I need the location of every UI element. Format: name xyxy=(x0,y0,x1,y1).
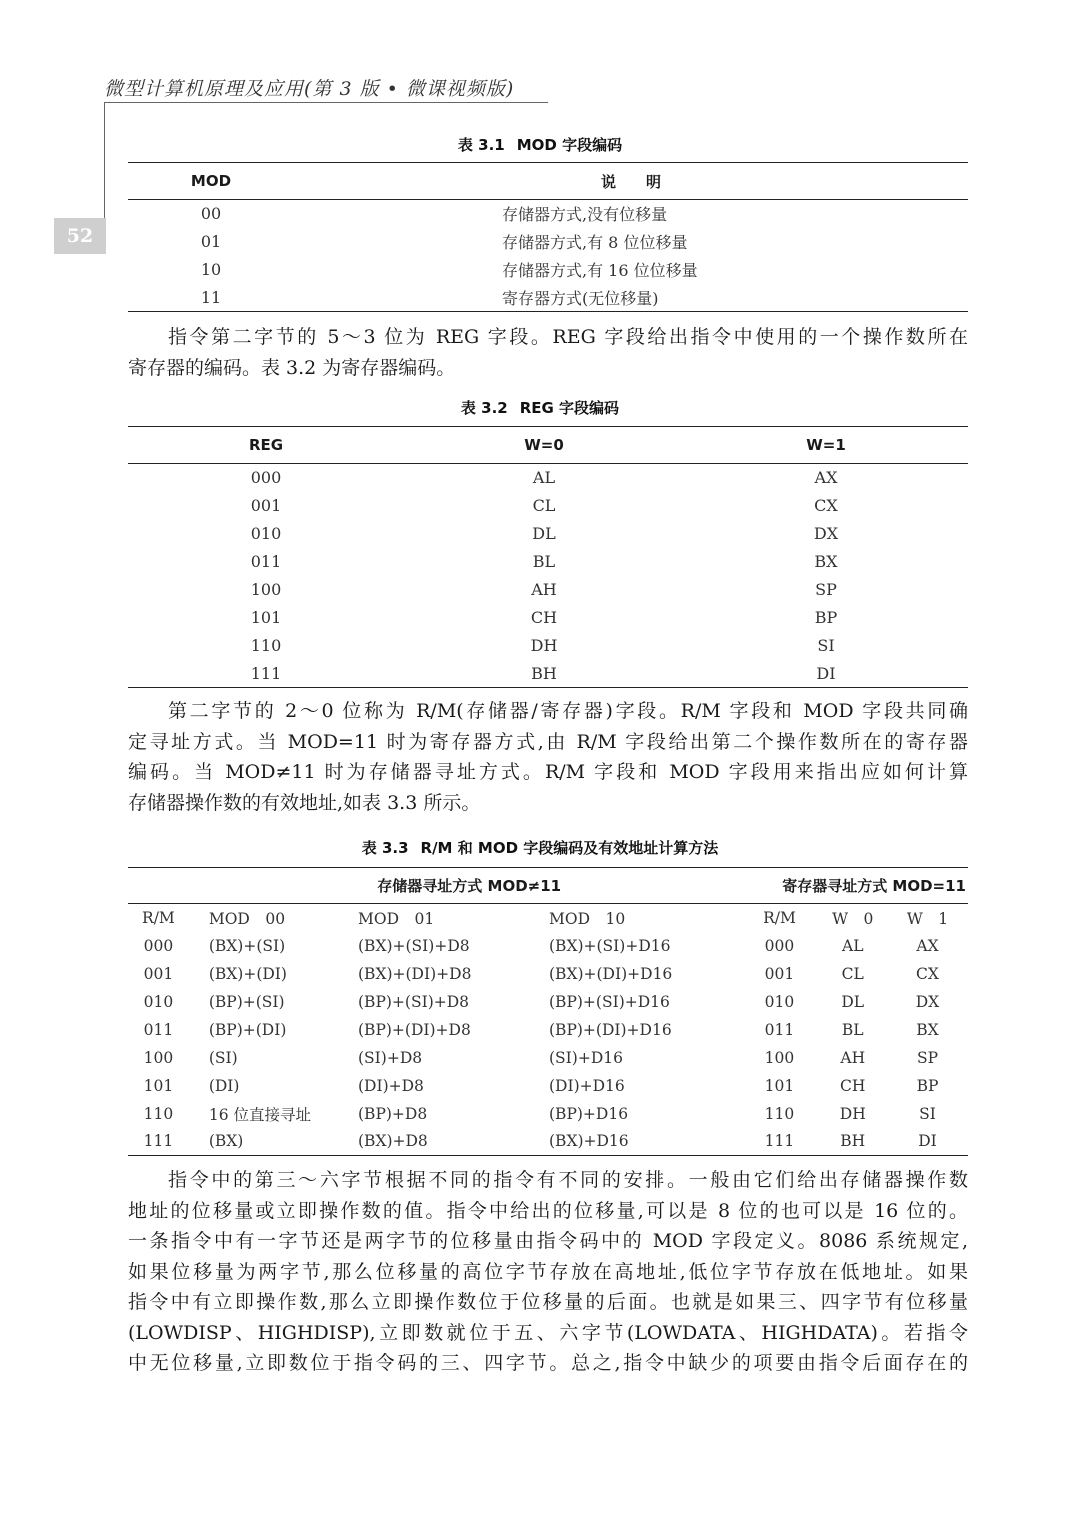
table-cell: SP xyxy=(916,1048,939,1067)
mod-field-table xyxy=(128,162,968,312)
table-cell: 011 xyxy=(143,1020,174,1039)
table-caption xyxy=(0,837,1080,858)
table-row xyxy=(128,932,968,960)
text-line: 中无位移量,立即数位于指令码的三、四字节。总之,指令中缺少的项要由指令后面存在的 xyxy=(128,1352,968,1374)
table-cell: BX xyxy=(814,552,838,571)
table-row xyxy=(128,660,968,688)
table-title: REG 字段编码 xyxy=(519,399,620,417)
table-cell: SI xyxy=(919,1104,936,1123)
text-line: 指令中的第三～六字节根据不同的指令有不同的安排。一般由它们给出存储器操作数 xyxy=(168,1169,968,1191)
table-cell: (BP)+(DI)+D16 xyxy=(549,1020,672,1039)
table-cell: (BX)+D16 xyxy=(549,1132,629,1151)
table-cell: 存储器方式,有 16 位位移量 xyxy=(502,261,698,280)
table-cell: CX xyxy=(916,964,939,983)
table-cell: DI xyxy=(918,1132,937,1151)
text-line: 寄存器的编码。表 3.2 为寄存器编码。 xyxy=(128,356,456,379)
table-body xyxy=(128,932,968,1156)
table-cell: BX xyxy=(916,1020,939,1039)
table-cell: BP xyxy=(916,1076,939,1095)
column-header: MOD xyxy=(190,172,232,190)
text-line: 指令中有立即操作数,那么立即操作数位于位移量的后面。也就是如果三、四字节有位移量 xyxy=(128,1291,968,1313)
reg-field-table xyxy=(128,426,968,688)
table-cell: BL xyxy=(532,552,556,571)
table-cell: (BX)+(DI)+D16 xyxy=(549,964,673,983)
header-rule xyxy=(104,102,548,103)
table-cell: CL xyxy=(532,496,556,515)
book-title: 微型计算机原理及应用(第 3 版 • 微课视频版) xyxy=(104,78,515,100)
table-cell: 011 xyxy=(250,552,282,571)
table-cell: 110 xyxy=(143,1104,174,1123)
rm-mod-table xyxy=(128,867,968,1156)
column-header: REG xyxy=(248,436,284,454)
table-title: R/M 和 MOD 字段编码及有效地址计算方法 xyxy=(420,839,719,857)
table-cell: (BX)+(DI) xyxy=(208,964,287,983)
text-line: 定寻址方式。当 MOD=11 时为寄存器方式,由 R/M 字段给出第二个操作数所在的寄存器 xyxy=(128,730,968,753)
table-cell: CX xyxy=(814,496,838,515)
table-caption xyxy=(0,134,1080,155)
table-row xyxy=(128,492,968,520)
table-cell: 01 xyxy=(200,232,222,251)
table-cell: (BP)+(DI)+D8 xyxy=(358,1020,471,1039)
table-cell: 100 xyxy=(764,1048,795,1067)
table-cell: 111 xyxy=(250,663,282,683)
group-header: 存储器寻址方式 MOD≠11 xyxy=(377,877,562,895)
table-label: 表 3.1 xyxy=(457,136,505,154)
table-cell: (BX)+D8 xyxy=(358,1132,428,1151)
table-cell: 100 xyxy=(143,1048,174,1067)
table-cell: DL xyxy=(841,992,865,1011)
table-cell: 100 xyxy=(250,580,282,599)
table-cell: 010 xyxy=(143,992,174,1011)
table-cell: (BX)+(SI)+D8 xyxy=(358,936,470,955)
table-row xyxy=(128,284,968,312)
text-line: 如果位移量为两字节,那么位移量的高位字节存放在高地址,低位字节存放在低地址。如果 xyxy=(128,1260,968,1283)
table-body xyxy=(128,200,968,312)
column-header: 说 明 xyxy=(600,172,661,191)
table-cell: 101 xyxy=(143,1076,174,1095)
table-row xyxy=(128,988,968,1016)
table-cell: 000 xyxy=(143,936,174,955)
table-cell: (SI)+D8 xyxy=(358,1048,423,1067)
table-cell: 011 xyxy=(764,1020,795,1039)
table-cell: DH xyxy=(530,636,558,655)
table-cell: 110 xyxy=(250,636,282,655)
table-cell: CL xyxy=(841,964,864,983)
table-cell: 010 xyxy=(764,992,795,1011)
table-cell: 000 xyxy=(764,936,795,955)
table-cell: 110 xyxy=(764,1104,795,1123)
table-cell: (BP)+(DI) xyxy=(208,1020,287,1039)
table-caption xyxy=(0,397,1080,418)
table-cell: (DI) xyxy=(208,1076,240,1095)
table-cell: 00 xyxy=(200,204,222,224)
column-header: MOD 01 xyxy=(358,909,435,928)
table-title: MOD 字段编码 xyxy=(516,136,623,154)
table-cell: (BP)+(SI)+D8 xyxy=(358,992,470,1011)
table-row xyxy=(128,228,968,256)
column-header: W=0 xyxy=(524,436,564,454)
table-cell: 001 xyxy=(250,496,282,515)
table-cell: AX xyxy=(814,468,838,488)
table-row xyxy=(128,548,968,576)
table-cell: (BP)+(SI) xyxy=(208,992,285,1011)
table-cell: (DI)+D8 xyxy=(358,1076,424,1095)
table-cell: DH xyxy=(839,1104,866,1123)
table-cell: 101 xyxy=(764,1076,795,1095)
column-header: W=1 xyxy=(806,436,846,454)
table-cell: (BP)+D16 xyxy=(549,1104,629,1123)
table-cell: (BX)+(SI) xyxy=(208,936,286,955)
paragraph xyxy=(128,696,968,818)
paragraph xyxy=(128,1165,968,1379)
text-line: 存储器操作数的有效地址,如表 3.3 所示。 xyxy=(128,791,481,814)
column-header: W 1 xyxy=(906,909,949,928)
table-cell: SI xyxy=(817,636,835,655)
table-row xyxy=(128,576,968,604)
text-line: 指令第二字节的 5～3 位为 REG 字段。REG 字段给出指令中使用的一个操作数所在 xyxy=(168,326,968,348)
table-cell: 001 xyxy=(764,964,795,983)
table-cell: DX xyxy=(813,524,839,543)
sub-header-row xyxy=(128,904,968,932)
table-row xyxy=(128,960,968,988)
table-cell: (BX)+(DI)+D8 xyxy=(358,964,472,983)
table-cell: BP xyxy=(814,608,838,627)
table-cell: BH xyxy=(840,1132,866,1151)
table-row xyxy=(128,632,968,660)
header-side-rule xyxy=(104,102,105,222)
group-header: 寄存器寻址方式 MOD=11 xyxy=(782,877,966,895)
column-header: W 0 xyxy=(832,909,874,928)
column-header: MOD 10 xyxy=(549,909,626,928)
page-number: 52 xyxy=(54,218,106,254)
table-row xyxy=(128,1100,968,1128)
table-row xyxy=(128,1128,968,1156)
table-row xyxy=(128,1016,968,1044)
table-row xyxy=(128,520,968,548)
text-line: 第二字节的 2～0 位称为 R/M(存储器/寄存器)字段。R/M 字段和 MOD 字段共同确 xyxy=(168,700,968,722)
paragraph xyxy=(128,322,968,383)
table-cell: AX xyxy=(916,936,939,955)
table-cell: 111 xyxy=(764,1132,795,1151)
table-cell: (BP)+D8 xyxy=(358,1104,428,1123)
table-cell: AL xyxy=(842,936,864,955)
table-cell: 存储器方式,没有位移量 xyxy=(502,205,668,225)
table-cell: (BP)+(SI)+D16 xyxy=(549,992,670,1011)
table-row xyxy=(128,200,968,228)
table-cell: 寄存器方式(无位移量) xyxy=(502,288,659,308)
table-cell: SP xyxy=(815,580,837,599)
table-cell: (BX) xyxy=(208,1132,244,1151)
table-cell: 16 位直接寻址 xyxy=(208,1105,311,1124)
text-line: 一条指令中有一字节还是两字节的位移量由指令码中的 MOD 字段定义。8086 系统规定, xyxy=(128,1230,968,1252)
text-line: 编码。当 MOD≠11 时为存储器寻址方式。R/M 字段和 MOD 字段用来指出应如何计算 xyxy=(128,761,968,783)
table-label: 表 3.2 xyxy=(460,399,508,417)
table-cell: (SI) xyxy=(208,1048,238,1067)
table-label: 表 3.3 xyxy=(361,839,409,857)
column-header: R/M xyxy=(142,908,175,927)
table-cell: 101 xyxy=(250,608,282,627)
table-cell: 010 xyxy=(250,524,282,543)
table-cell: BL xyxy=(841,1020,864,1039)
table-cell: 000 xyxy=(250,468,282,488)
table-cell: (DI)+D16 xyxy=(549,1076,625,1095)
table-cell: 存储器方式,有 8 位位移量 xyxy=(502,233,688,252)
table-row xyxy=(128,464,968,492)
table-cell: BH xyxy=(531,663,557,683)
table-row xyxy=(128,1072,968,1100)
table-cell: 10 xyxy=(200,260,222,279)
table-cell: DX xyxy=(915,992,940,1011)
table-cell: (SI)+D16 xyxy=(549,1048,623,1067)
column-header: R/M xyxy=(763,908,796,927)
table-cell: DL xyxy=(532,524,556,543)
text-line: (LOWDISP、HIGHDISP),立即数就位于五、六字节(LOWDATA、HIGHDATA)。若指令 xyxy=(128,1321,968,1344)
table-cell: (BX)+(SI)+D16 xyxy=(549,936,671,955)
column-header: MOD 00 xyxy=(208,909,286,928)
text-line: 地址的位移量或立即操作数的值。指令中给出的位移量,可以是 8 位的也可以是 16 位的。 xyxy=(128,1199,968,1222)
table-cell: DI xyxy=(816,663,836,683)
table-cell: CH xyxy=(840,1076,866,1095)
table-row xyxy=(128,256,968,284)
table-row xyxy=(128,604,968,632)
table-cell: 111 xyxy=(143,1132,174,1151)
table-cell: AH xyxy=(840,1048,866,1067)
table-cell: 11 xyxy=(200,287,222,307)
table-cell: AH xyxy=(531,580,557,599)
table-cell: CH xyxy=(530,608,558,627)
table-row xyxy=(128,1044,968,1072)
table-cell: AL xyxy=(532,468,556,488)
table-cell: 001 xyxy=(143,964,174,983)
table-body xyxy=(128,464,968,688)
